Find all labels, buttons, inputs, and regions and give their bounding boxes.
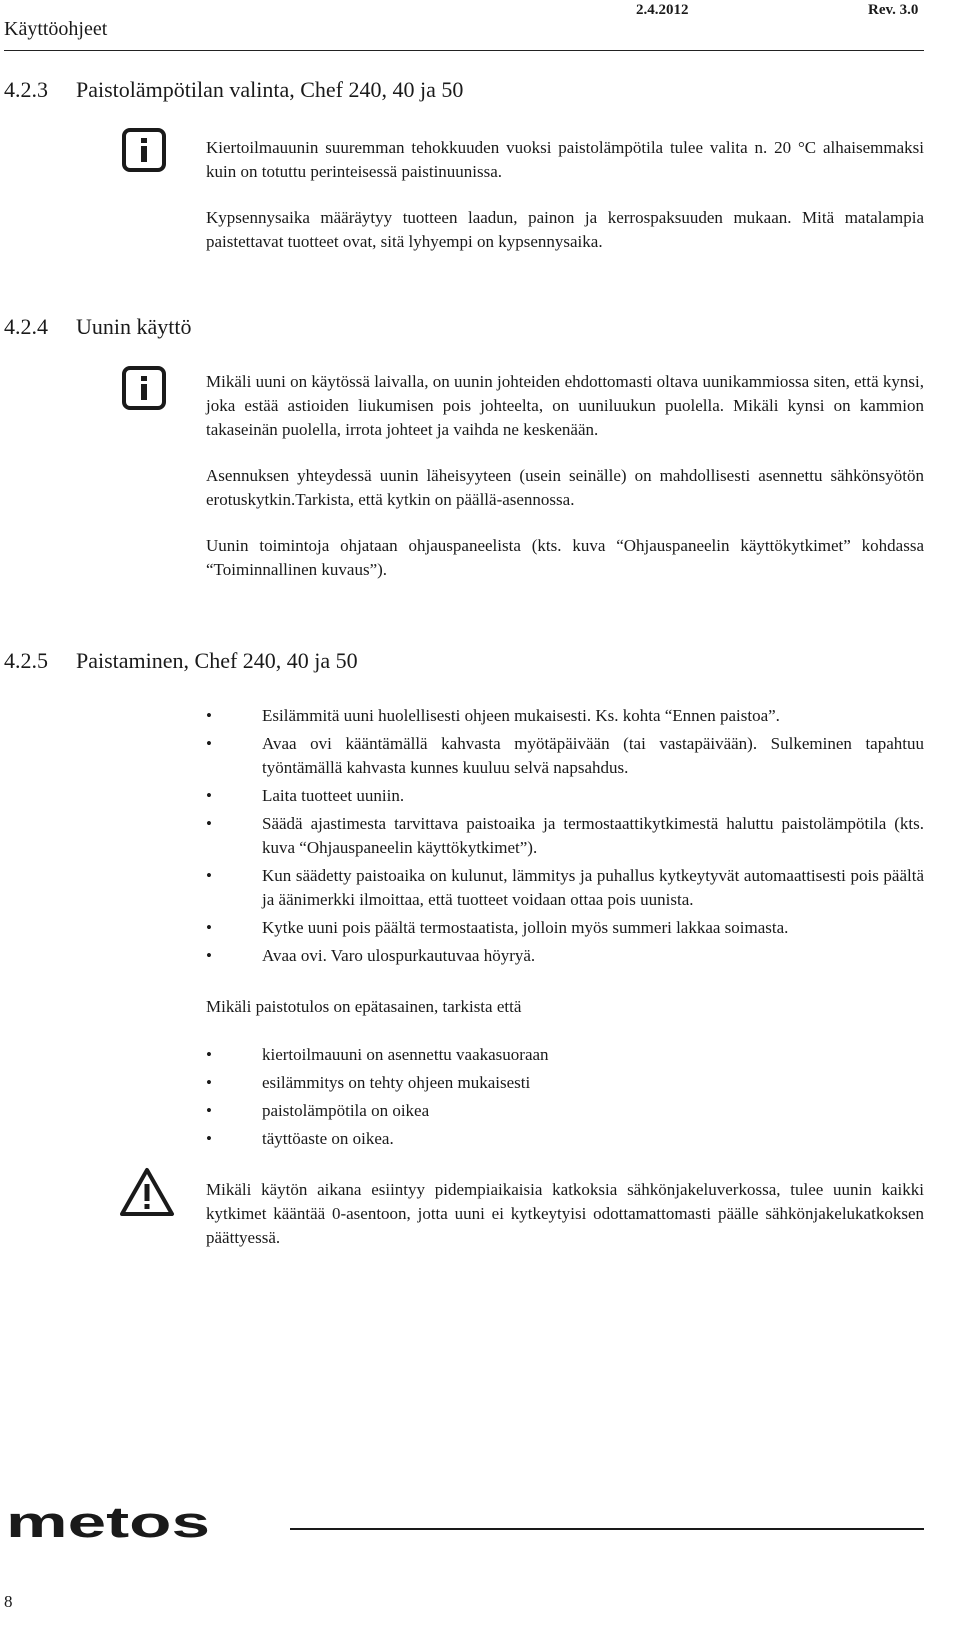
list-item-text: Laita tuotteet uuniin.: [262, 786, 405, 805]
bullet: •: [206, 1045, 212, 1064]
bullet: •: [206, 706, 212, 725]
document-title: Käyttöohjeet: [4, 18, 108, 40]
bullet: •: [206, 866, 212, 885]
list-item: [206, 864, 924, 912]
list-item-text: Säädä ajastimesta tarvittava paistoaika ja termostaattikytkimestä haluttu paistolämpötila (kts. kuva “Ohjauspaneelin käyttökytkimet”).: [262, 814, 924, 857]
page-number: 8: [4, 1592, 13, 1611]
list-item: [206, 1043, 924, 1067]
list-item-text: Kun säädetty paistoaika on kulunut, lämmitys ja puhallus kytkeytyvät automaattisesti pois päältä ja äänimerkki ilmoittaa, että tuotteet voidaan ottaa pois uunista.: [262, 866, 924, 909]
list-item-text: Avaa ovi kääntämällä kahvasta myötäpäivään (tai vastapäivään). Sulkeminen tapahtuu työntämällä kahvasta kunnes kuuluu selvä napsahdus.: [262, 734, 924, 777]
section-title: Paistolämpötilan valinta, Chef 240, 40 ja 50: [76, 77, 464, 102]
bullet: •: [206, 1129, 212, 1148]
header-rule: [4, 50, 924, 51]
list-item-text: kiertoilmauuni on asennettu vaakasuoraan: [262, 1045, 549, 1064]
list-item: [206, 1071, 924, 1095]
list-item: [206, 944, 924, 968]
list-item: [206, 704, 924, 728]
list-item-text: Kytke uuni pois päältä termostaatista, jolloin myös summeri lakkaa soimasta.: [262, 918, 789, 937]
warning-icon: [118, 1166, 176, 1218]
list-item: [206, 812, 924, 860]
section-body: [206, 370, 924, 582]
bullet: •: [206, 814, 212, 833]
paragraph: Mikäli uuni on käytössä laivalla, on uunin johteiden ehdottomasti oltava uunikammiossa siten, että kynsi, joka estää astioiden liukumisen pois johteelta, on uuniluukun puolella. Mikäli kynsi on kammion takaseinän puolella, irrota johteet ja vaihda ne keskenään.: [206, 372, 924, 439]
section-heading-4-2-5: [4, 648, 358, 674]
list-item: [206, 1127, 924, 1151]
footer-rule: [290, 1528, 924, 1530]
bullet: •: [206, 918, 212, 937]
list-item: [206, 784, 924, 808]
paragraph: Kypsennysaika määräytyy tuotteen laadun, painon ja kerrospaksuuden mukaan. Mitä matalampia paistettavat tuotteet ovat, sitä lyhyempi on kypsennysaika.: [206, 208, 924, 251]
section-heading-4-2-4: [4, 314, 192, 340]
section-title: Uunin käyttö: [76, 314, 192, 339]
list-item: [206, 732, 924, 780]
list-item-text: Avaa ovi. Varo ulospurkautuvaa höyryä.: [262, 946, 536, 965]
info-icon: [122, 366, 166, 410]
logo-text: metos: [6, 1505, 210, 1545]
paragraph: Uunin toimintoja ohjataan ohjauspaneelista (kts. kuva “Ohjauspaneelin käyttökytkimet” kohdassa “Toiminnallinen kuvaus”).: [206, 536, 924, 579]
section-heading-4-2-3: [4, 77, 463, 103]
document-revision: Rev. 3.0: [868, 2, 919, 18]
section-number: 4.2.4: [4, 314, 48, 339]
check-intro: Mikäli paistotulos on epätasainen, tarkista että: [206, 997, 522, 1016]
section-number: 4.2.5: [4, 648, 48, 673]
warning-text: Mikäli käytön aikana esiintyy pidempiaikaisia katkoksia sähkönjakeluverkossa, tulee uunin kaikki kytkimet kääntää 0-asentoon, jotta uuni ei kytkeytyisi odottamattomasti päälle sähkönjakelukatkoksen päättyessä.: [206, 1180, 924, 1247]
section-number: 4.2.3: [4, 77, 48, 102]
paragraph: Kiertoilmauunin suuremman tehokkuuden vuoksi paistolämpötila tulee valita n. 20 °C alhaisemmaksi kuin on totuttu perinteisessä paistinuunissa.: [206, 138, 924, 181]
metos-logo: [6, 1505, 212, 1545]
list-item: [206, 1099, 924, 1123]
paragraph: Asennuksen yhteydessä uunin läheisyyteen (usein seinälle) on mahdollisesti asennettu sähkönsyötön erotuskytkin.Tarkista, että kytkin on päällä-asennossa.: [206, 466, 924, 509]
list-item-text: esilämmitys on tehty ohjeen mukaisesti: [262, 1073, 531, 1092]
document-date: 2.4.2012: [636, 2, 689, 18]
info-icon: [122, 128, 166, 172]
bullet: •: [206, 1101, 212, 1120]
section-body: [206, 136, 924, 254]
list-item: [206, 916, 924, 940]
bullet: •: [206, 734, 212, 753]
bullet: •: [206, 786, 212, 805]
list-item-text: täyttöaste on oikea.: [262, 1129, 394, 1148]
section-title: Paistaminen, Chef 240, 40 ja 50: [76, 648, 358, 673]
list-item-text: Esilämmitä uuni huolellisesti ohjeen mukaisesti. Ks. kohta “Ennen paistoa”.: [262, 706, 780, 725]
step-list: [206, 704, 924, 972]
bullet: •: [206, 1073, 212, 1092]
bullet: •: [206, 946, 212, 965]
list-item-text: paistolämpötila on oikea: [262, 1101, 430, 1120]
check-list: [206, 1043, 924, 1155]
